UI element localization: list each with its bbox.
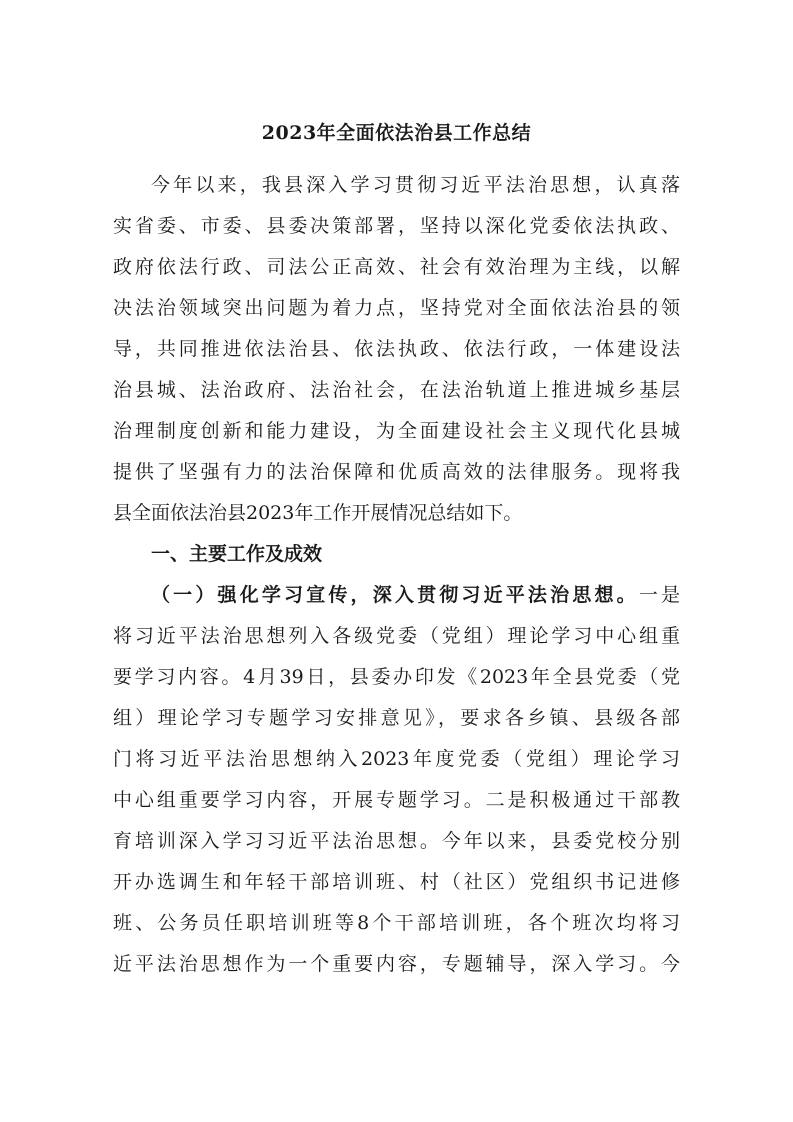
paragraph-line: 今年以来，我县深入学习贯彻习近平法治思想，认真落 (151, 174, 680, 196)
subsection-lead-text: 一是 (638, 584, 680, 606)
paragraph-line: 县全面依法治县2023年工作开展情况总结如下。 (113, 502, 523, 524)
paragraph-line: 决法治领域突出问题为着力点，坚持党对全面依法治县的领 (113, 297, 680, 319)
paragraph-line: 要学习内容。4月39日，县委办印发《2023年全县党委（党 (113, 666, 680, 688)
paragraph-line: 育培训深入学习习近平法治思想。今年以来，县委党校分别 (113, 830, 680, 852)
paragraph-line: 中心组重要学习内容，开展专题学习。二是积极通过干部教 (113, 789, 680, 811)
paragraph-line: 班、公务员任职培训班等8个干部培训班，各个班次均将习 (113, 912, 680, 934)
paragraph-line (113, 575, 680, 616)
paragraph-line: 组）理论学习专题学习安排意见》，要求各乡镇、县级各部 (113, 707, 680, 729)
paragraph-line: 治理制度创新和能力建设，为全面建设社会主义现代化县城 (113, 420, 680, 442)
document-title: 2023年全面依法治县工作总结 (261, 122, 532, 144)
paragraph-line: 提供了坚强有力的法治保障和优质高效的法律服务。现将我 (113, 461, 680, 483)
paragraph-line: 实省委、市委、县委决策部署，坚持以深化党委依法执政、 (113, 215, 680, 237)
paragraph-line: 治县城、法治政府、法治社会，在法治轨道上推进城乡基层 (113, 379, 680, 401)
paragraph-line: 近平法治思想作为一个重要内容，专题辅导，深入学习。今 (113, 953, 680, 975)
paragraph-line: 导，共同推进依法治县、依法执政、依法行政，一体建设法 (113, 338, 680, 360)
subsection-paragraph (113, 575, 680, 985)
paragraph-line: 门将习近平法治思想纳入2023年度党委（党组）理论学习 (113, 748, 680, 770)
intro-paragraph (113, 165, 680, 534)
document-body (113, 165, 680, 985)
paragraph-line: 将习近平法治思想列入各级党委（党组）理论学习中心组重 (113, 625, 680, 647)
subsection-heading: （一）强化学习宣传，深入贯彻习近平法治思想。 (151, 584, 639, 606)
paragraph-line: 开办选调生和年轻干部培训班、村（社区）党组织书记进修 (113, 871, 680, 893)
paragraph-line: 政府依法行政、司法公正高效、社会有效治理为主线，以解 (113, 256, 680, 278)
section-heading: 一、主要工作及成效 (151, 543, 323, 565)
